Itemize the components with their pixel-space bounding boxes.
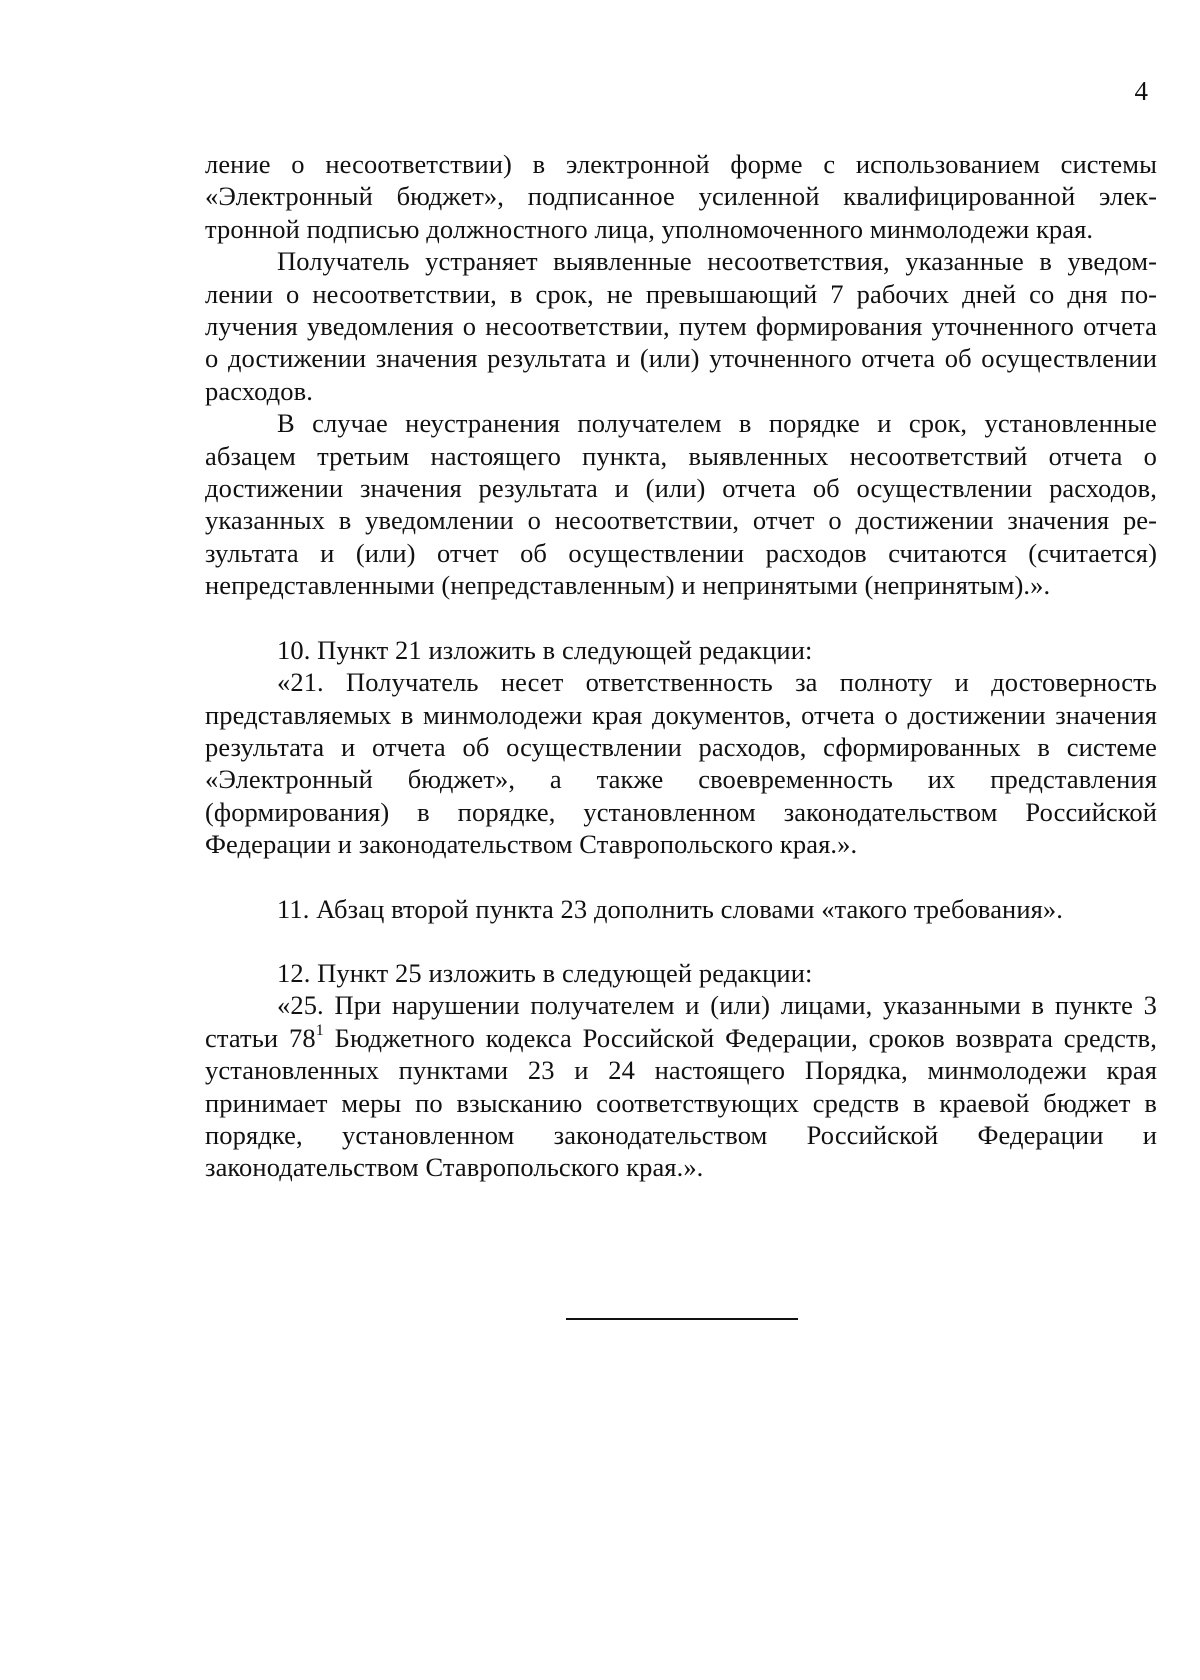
paragraph-recipient-corrects: Получатель устраняет выявленные несоответствия, указанные в уведомлении о несоответствии, в срок, не превышающий 7 рабочих дней со дня получения уведомления о несоответствии, путем формирования уточненного отчета о достижении значения результата и (или) уточненного отчета об осуществлении расходов. (205, 246, 1157, 406)
article-superscript: 1 (315, 1021, 324, 1039)
paragraph-item-11: 11. Абзац второй пункта 23 дополнить словами «такого требования». (277, 893, 1063, 924)
paragraph-item-21-text: «21. Получатель несет ответственность за полноту и достоверность представляемых в минмолодежи края документов, отчета о достижении значения результата и отчета об осуществлении расходов, сформированных в системе «Электронный бюджет», а также своевременность их представления (формирования) в порядке, установленном законодательством Российской Федерации и законодательством Ставропольского края.». (205, 667, 1157, 860)
page-number: 4 (1134, 76, 1148, 106)
paragraph-notice-continuation: ление о несоответствии) в электронной форме с использованием системы «Электронный бюджет», подписанное усиленной квалифицированной электронной подписью должностного лица, уполномоченного минмолодежи края. (205, 149, 1157, 244)
paragraph-non-correction: В случае неустранения получателем в порядке и срок, установленные абзацем третьим настоящего пункта, выявленных несоответствий отчета о достижении значения результата и (или) отчета об осуществлении расходов, указанных в уведомлении о несоответствии, отчет о достижении значения результата и (или) отчет об осуществлении расходов считаются (считается) непредставленными (непредставленным) и непринятыми (непринятым).». (205, 408, 1157, 601)
item-25-text-before: «25. При нарушении получателем и (или) лицами, указанными в пункте 3 статьи 78 (205, 990, 1157, 1053)
end-of-document-rule (566, 1318, 798, 1320)
item-25-text-after: Бюджетного кодекса Российской Федерации, сроков возврата средств, установленных пунктами 23 и 24 настоящего Порядка, минмолодежи края принимает меры по взысканию соответствующих средств в краевой бюджет в порядке, установленном законодательством Российской Федерации и законодательством Ставропольского края.». (205, 1022, 1157, 1183)
document-body (205, 148, 1157, 1184)
paragraph-item-12-heading: 12. Пункт 25 изложить в следующей редакции: (277, 957, 813, 988)
paragraph-item-25-text (205, 989, 1157, 1183)
paragraph-item-10-heading: 10. Пункт 21 изложить в следующей редакции: (277, 634, 813, 665)
